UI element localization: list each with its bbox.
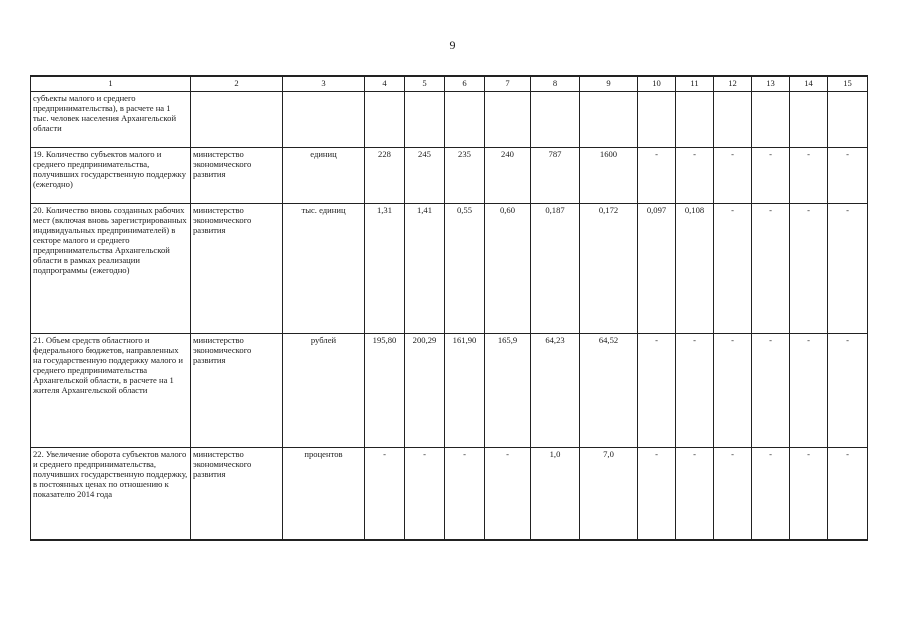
indicators-table (30, 75, 868, 541)
value-cell: - (790, 204, 828, 334)
indicator-name-cell: 19. Количество субъектов малого и среднего предпринимательства, получивших государственную поддержку (ежегодно) (31, 148, 191, 204)
table-row (31, 204, 868, 334)
column-header: 12 (714, 76, 752, 92)
value-cell: 0,097 (638, 204, 676, 334)
value-cell: - (714, 334, 752, 448)
page-number: 9 (449, 38, 456, 52)
unit-cell: тыс. единиц (283, 204, 365, 334)
column-header: 13 (752, 76, 790, 92)
unit-cell (283, 92, 365, 148)
column-header: 10 (638, 76, 676, 92)
column-header: 15 (828, 76, 868, 92)
value-cell: 200,29 (405, 334, 445, 448)
value-cell: 1,41 (405, 204, 445, 334)
value-cell: - (828, 148, 868, 204)
value-cell: - (790, 334, 828, 448)
value-cell: - (485, 448, 531, 540)
indicator-name-cell: 20. Количество вновь созданных рабочих мест (включая вновь зарегистрированных индивидуальных предпринимателей) в секторе малого и среднего предпринимательства Архангельской области в рамках реализации подпрограммы (ежегодно) (31, 204, 191, 334)
value-cell: 64,23 (531, 334, 580, 448)
value-cell: - (405, 448, 445, 540)
value-cell: - (676, 334, 714, 448)
value-cell: - (752, 448, 790, 540)
value-cell (638, 92, 676, 148)
value-cell: - (676, 148, 714, 204)
value-cell: - (365, 448, 405, 540)
table-body (31, 92, 868, 540)
table-header-row (31, 76, 868, 92)
column-header: 7 (485, 76, 531, 92)
value-cell: - (676, 448, 714, 540)
value-cell (405, 92, 445, 148)
column-header: 5 (405, 76, 445, 92)
value-cell: - (752, 334, 790, 448)
value-cell: - (714, 448, 752, 540)
value-cell: 0,187 (531, 204, 580, 334)
column-header: 2 (191, 76, 283, 92)
responsible-ministry-cell: министерство экономического развития (191, 204, 283, 334)
value-cell: - (714, 148, 752, 204)
value-cell: - (828, 448, 868, 540)
column-header: 6 (445, 76, 485, 92)
value-cell: - (445, 448, 485, 540)
value-cell: 0,55 (445, 204, 485, 334)
value-cell: 0,108 (676, 204, 714, 334)
value-cell: 161,90 (445, 334, 485, 448)
value-cell: - (828, 334, 868, 448)
column-header: 14 (790, 76, 828, 92)
table-row (31, 334, 868, 448)
indicator-name-cell: субъекты малого и среднего предпринимательства), в расчете на 1 тыс. человек населения Архангельской области (31, 92, 191, 148)
value-cell (790, 92, 828, 148)
value-cell: - (638, 334, 676, 448)
table-row (31, 92, 868, 148)
value-cell: 165,9 (485, 334, 531, 448)
table-row (31, 448, 868, 540)
responsible-ministry-cell: министерство экономического развития (191, 448, 283, 540)
column-header: 3 (283, 76, 365, 92)
unit-cell: рублей (283, 334, 365, 448)
value-cell: - (638, 448, 676, 540)
value-cell: 235 (445, 148, 485, 204)
value-cell (531, 92, 580, 148)
value-cell: 228 (365, 148, 405, 204)
indicator-name-cell: 21. Объем средств областного и федерального бюджетов, направленных на государственную поддержку малого и среднего предпринимательства Архангельской области, в расчете на 1 жителя Архангельской области (31, 334, 191, 448)
value-cell: 787 (531, 148, 580, 204)
responsible-ministry-cell: министерство экономического развития (191, 148, 283, 204)
column-header: 4 (365, 76, 405, 92)
value-cell: 1600 (580, 148, 638, 204)
indicator-name-cell: 22. Увеличение оборота субъектов малого и среднего предпринимательства, получивших государственную поддержку, в постоянных ценах по отношению к показателю 2014 года (31, 448, 191, 540)
unit-cell: единиц (283, 148, 365, 204)
value-cell: 240 (485, 148, 531, 204)
value-cell: 245 (405, 148, 445, 204)
value-cell (752, 92, 790, 148)
value-cell: - (638, 148, 676, 204)
value-cell: 0,172 (580, 204, 638, 334)
value-cell (485, 92, 531, 148)
value-cell: 195,80 (365, 334, 405, 448)
value-cell: 64,52 (580, 334, 638, 448)
value-cell: 1,31 (365, 204, 405, 334)
value-cell (828, 92, 868, 148)
value-cell: - (752, 204, 790, 334)
value-cell (580, 92, 638, 148)
value-cell: - (752, 148, 790, 204)
value-cell: - (828, 204, 868, 334)
column-header: 8 (531, 76, 580, 92)
responsible-ministry-cell: министерство экономического развития (191, 334, 283, 448)
column-header: 11 (676, 76, 714, 92)
value-cell: 0,60 (485, 204, 531, 334)
value-cell: - (790, 448, 828, 540)
value-cell (676, 92, 714, 148)
responsible-ministry-cell (191, 92, 283, 148)
value-cell: 7,0 (580, 448, 638, 540)
column-header: 9 (580, 76, 638, 92)
value-cell: - (714, 204, 752, 334)
value-cell: 1,0 (531, 448, 580, 540)
value-cell: - (790, 148, 828, 204)
value-cell (445, 92, 485, 148)
column-header: 1 (31, 76, 191, 92)
unit-cell: процентов (283, 448, 365, 540)
table-row (31, 148, 868, 204)
value-cell (365, 92, 405, 148)
value-cell (714, 92, 752, 148)
